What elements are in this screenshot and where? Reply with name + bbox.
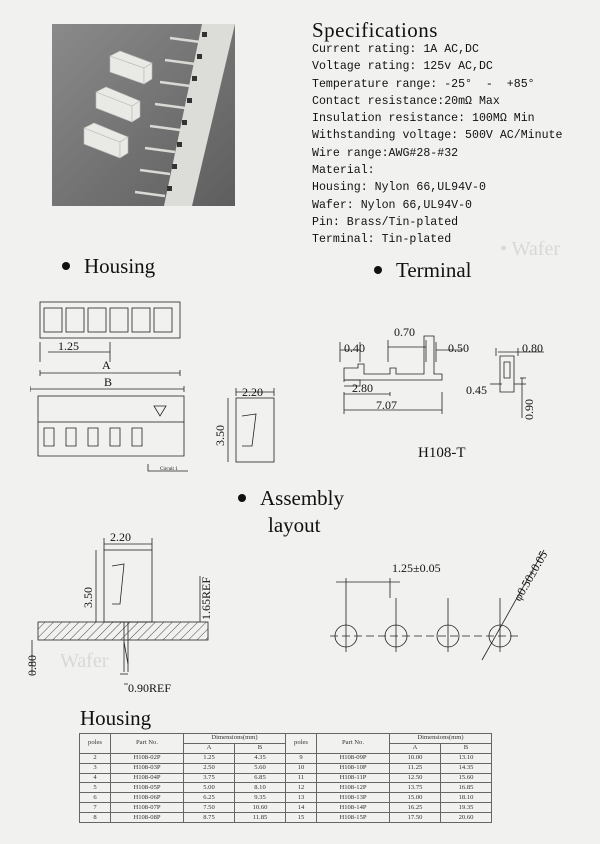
bleed-wafer-text: • Wafer — [500, 238, 560, 260]
header-part-no: Part No. — [317, 734, 390, 754]
housing-heading: Housing — [62, 254, 155, 279]
spec-line: Contact resistance:20mΩ Max — [312, 94, 500, 108]
terminal-dim-090: 0.90 — [522, 399, 536, 420]
assembly-heading: Assembly layout — [238, 485, 344, 539]
table-row: 5 H108-05P 5.00 8.10 12 H108-12P 13.75 16.85 — [80, 783, 492, 793]
housing-circuit-label: Circuit 1 — [160, 467, 178, 472]
header-b: B — [235, 743, 286, 753]
header-dimensions: Dimensions(mm) — [390, 734, 492, 744]
assembly-dim-080: 0.80 — [25, 655, 39, 676]
spec-line: Temperature range: -25° - +85° — [312, 77, 535, 91]
spec-line: Voltage rating: 125v AC,DC — [312, 60, 493, 74]
assembly-dim-165: 1.65REF — [199, 576, 213, 620]
header-part-no: Part No. — [111, 734, 184, 754]
housing-dim-b: B — [104, 375, 113, 389]
table-row: 7 H108-07P 7.50 10.60 14 H108-14P 16.25 19.35 — [80, 803, 492, 813]
bullet-icon — [238, 494, 246, 502]
assembly-dim-090: 0.90REF — [128, 681, 172, 695]
spec-line: Current rating: 1A AC,DC — [312, 43, 479, 56]
table-row: 3 H108-03P 2.50 5.60 10 H108-10P 11.25 14.35 — [80, 763, 492, 773]
assembly-dim-350: 3.50 — [81, 587, 95, 608]
spec-line: Terminal: Tin-plated — [312, 233, 452, 247]
housing-drawing — [30, 296, 310, 486]
header-poles: poles — [286, 734, 317, 754]
spec-line: Wire range:AWG#28-#32 — [312, 146, 459, 160]
specifications-title: Specifications — [312, 18, 438, 42]
assembly-heading-line2: layout — [268, 513, 321, 537]
bullet-icon — [62, 262, 70, 270]
terminal-dim-280: 2.80 — [352, 381, 373, 395]
terminal-dim-045: 0.45 — [466, 383, 487, 397]
connector-photo-graphic — [52, 24, 235, 206]
terminal-dim-050: 0.50 — [448, 341, 469, 355]
table-row: 2 H108-02P 1.25 4.35 9 H108-09P 10.00 13.10 — [80, 753, 492, 763]
housing-dim-width: 2.20 — [242, 385, 263, 399]
header-dimensions: Dimensions(mm) — [184, 734, 286, 744]
terminal-dim-040: 0.40 — [344, 341, 365, 355]
housing-dim-height: 3.50 — [213, 425, 227, 446]
housing-dim-pitch: 1.25 — [58, 339, 79, 353]
spec-line: Withstanding voltage: 500V AC/Minute — [312, 129, 563, 143]
pcb-hole-layout-drawing — [330, 528, 590, 678]
bullet-icon — [374, 266, 382, 274]
spec-line: Wafer: Nylon 66,UL94V-0 — [312, 198, 473, 212]
spec-line: Insulation resistance: 100MΩ Min — [312, 112, 535, 126]
specifications-list — [312, 41, 562, 249]
header-a: A — [184, 743, 235, 753]
assembly-section-drawing — [24, 524, 234, 704]
spec-line: Housing: Nylon 66,UL94V-0 — [312, 181, 486, 195]
header-b: B — [441, 743, 492, 753]
terminal-dim-070: 0.70 — [394, 325, 415, 339]
terminal-dim-707: 7.07 — [376, 398, 397, 412]
table-row: 4 H108-04P 3.75 6.85 11 H108-11P 12.50 15.60 — [80, 773, 492, 783]
assembly-dim-pitch: 1.25±0.05 — [392, 561, 441, 575]
header-poles: poles — [80, 734, 111, 754]
housing-table-title: Housing — [80, 706, 152, 730]
assembly-dim-hole: φ0.50±0.05 — [510, 548, 551, 604]
assembly-dim-220: 2.20 — [110, 530, 131, 544]
table-row: 6 H108-06P 6.25 9.35 13 H108-13P 15.00 18.10 — [80, 793, 492, 803]
table-row: 8 H108-08P 8.75 11.85 15 H108-15P 17.50 20.60 — [80, 813, 492, 823]
terminal-model-label: H108-T — [418, 445, 466, 461]
terminal-heading: Terminal — [374, 258, 472, 283]
header-a: A — [390, 743, 441, 753]
terminal-dim-080: 0.80 — [522, 341, 543, 355]
housing-dim-a: A — [102, 358, 111, 372]
spec-line: Material: — [312, 164, 375, 178]
housing-dimensions-table — [79, 733, 492, 823]
product-photo — [52, 24, 235, 206]
terminal-drawing — [330, 322, 580, 472]
bleed-housing-text: Wafer — [60, 650, 109, 672]
spec-line: Pin: Brass/Tin-plated — [312, 215, 459, 229]
